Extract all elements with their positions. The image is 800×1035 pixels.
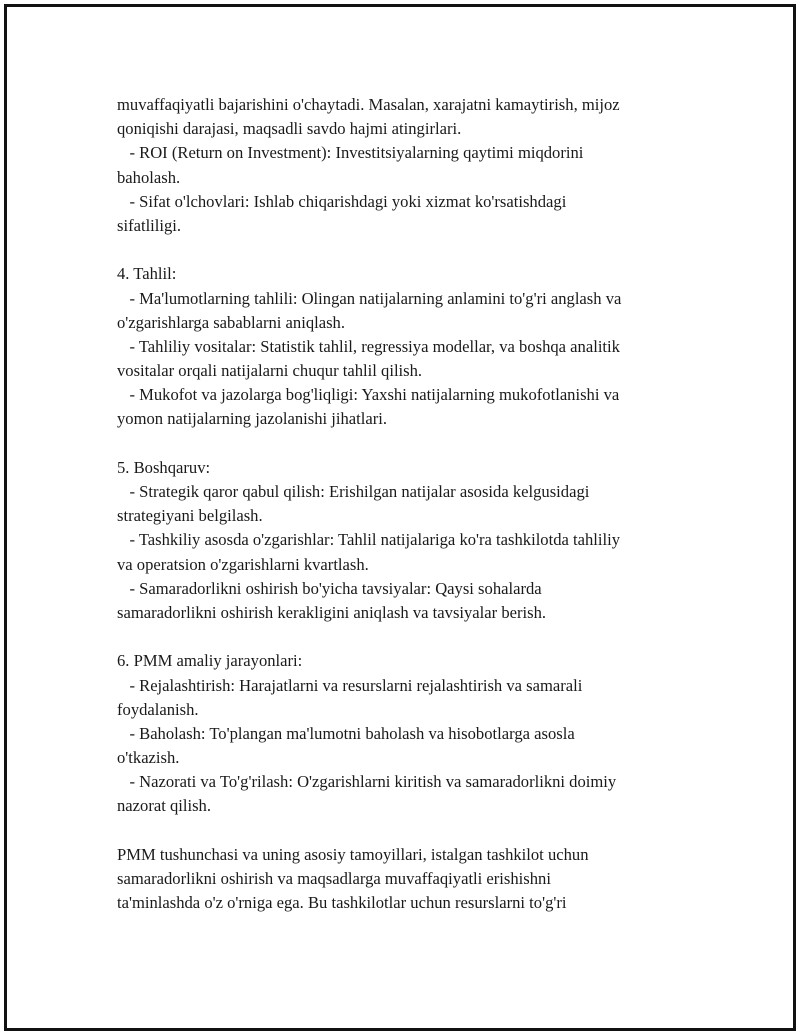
text-line: samaradorlikni oshirish va maqsadlarga muvaffaqiyatli erishishni <box>117 869 551 888</box>
text-line: - ROI (Return on Investment): Investitsiyalarning qaytimi miqdorini <box>117 143 584 163</box>
blank-line <box>117 238 697 262</box>
text-line: - Ma'lumotlarning tahlili: Olingan natijalarning anlamini to'g'ri anglash va <box>117 288 622 308</box>
text-line: baholash. <box>117 167 181 187</box>
text-line: strategiyani belgilash. <box>117 506 263 526</box>
text-line: - Mukofot va jazolarga bog'liqligi: Yaxshi natijalarning mukofotlanishi va <box>117 385 620 405</box>
text-line: va operatsion o'zgarishlarni kvartlash. <box>117 554 369 574</box>
text-line: nazorat qilish. <box>117 796 212 816</box>
text-line: - Tahliliy vositalar: Statistik tahlil, regressiya modellar, va boshqa analitik <box>117 336 620 356</box>
text-line: ta'minlashda o'z o'rniga ega. Bu tashkilotlar uchun resurslarni to'g'ri <box>117 893 567 913</box>
text-line: - Sifat o'lchovlari: Ishlab chiqarishdagi yoki xizmat ko'rsatishdagi <box>117 191 567 211</box>
text-line: - Tashkiliy asosda o'zgarishlar: Tahlil natijalariga ko'ra tashkilotda tahliliy <box>117 530 621 550</box>
text-line: vositalar orqali natijalarni chuqur tahlil qilish. <box>117 361 423 381</box>
text-line: - Baholash: To'plangan ma'lumotni baholash va hisobotlarga asosla <box>117 723 575 743</box>
text-line: samaradorlikni oshirish kerakligini aniqlash va tavsiyalar berish. <box>117 602 547 622</box>
text-line: o'tkazish. <box>117 748 180 768</box>
section-heading: 6. PMM amaliy jarayonlari: <box>117 651 303 671</box>
text-line: qoniqishi darajasi, maqsadli savdo hajmi atingirlari. <box>117 119 462 139</box>
text-line: - Strategik qaror qabul qilish: Erishilgan natijalar asosida kelgusidagi <box>117 482 590 501</box>
text-line: PMM tushunchasi va uning asosiy tamoyillari, istalgan tashkilot uchun <box>117 844 589 864</box>
blank-line <box>117 625 697 649</box>
text-line: muvaffaqiyatli bajarishini o'chaytadi. Masalan, xarajatni kamaytirish, mijoz <box>117 95 620 114</box>
blank-line <box>117 432 697 456</box>
text-line: foydalanish. <box>117 699 199 719</box>
text-line: sifatliligi. <box>117 215 182 235</box>
blank-line <box>117 819 697 843</box>
section-heading: 4. Tahlil: <box>117 264 177 284</box>
document-body <box>117 93 697 915</box>
section-heading: 5. Boshqaruv: <box>117 457 211 477</box>
text-line: yomon natijalarning jazolanishi jihatlari. <box>117 409 388 429</box>
text-line: o'zgarishlarga sabablarni aniqlash. <box>117 312 346 332</box>
text-line: - Rejalashtirish: Harajatlarni va resurslarni rejalashtirish va samarali <box>117 675 583 695</box>
text-line: - Samaradorlikni oshirish bo'yicha tavsiyalar: Qaysi sohalarda <box>117 578 542 598</box>
text-line: - Nazorati va To'g'rilash: O'zgarishlarni kiritish va samaradorlikni doimiy <box>117 772 617 792</box>
